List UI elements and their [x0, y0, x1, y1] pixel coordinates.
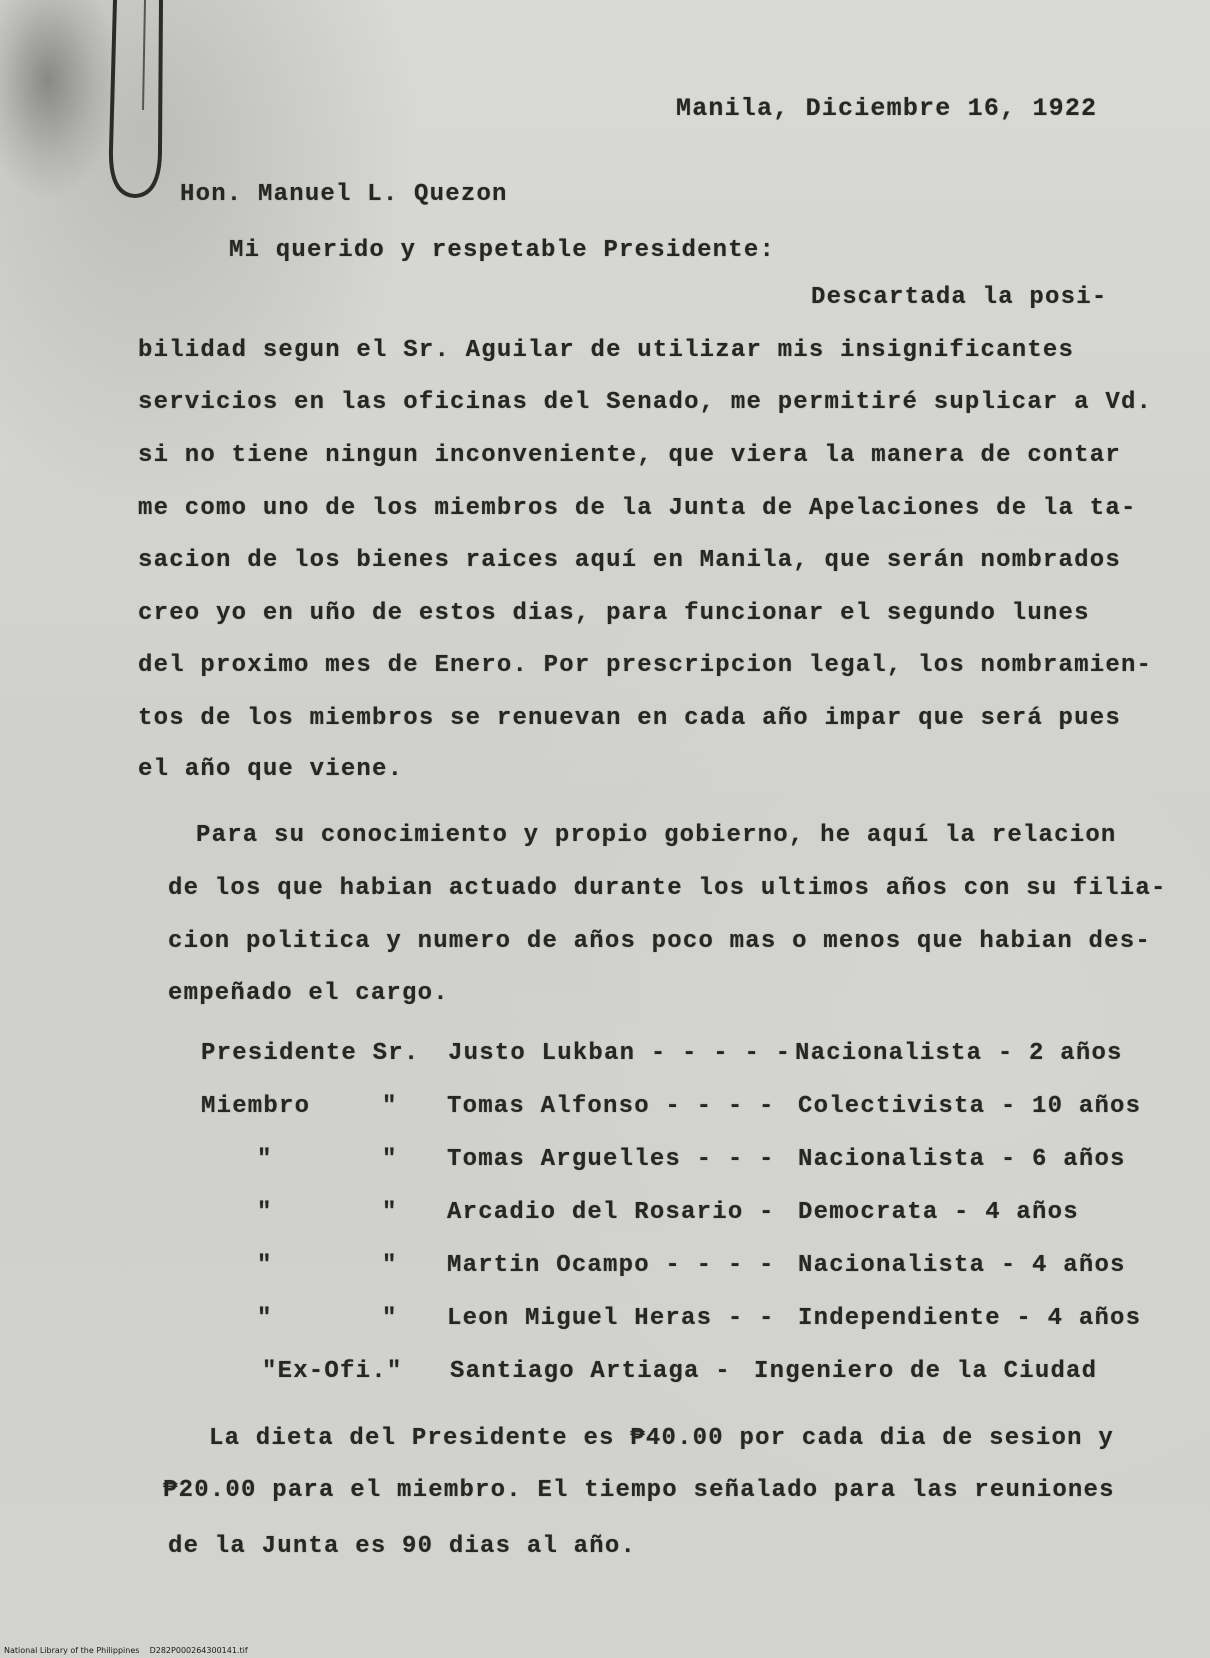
paragraph-line: de la Junta es 90 dias al año.: [168, 1533, 637, 1560]
member-name: Tomas Arguelles - - -: [447, 1146, 775, 1173]
letter-addressee: Hon. Manuel L. Quezon: [180, 181, 508, 208]
letter-dateline: Manila, Diciembre 16, 1922: [676, 94, 1098, 123]
member-detail: Democrata - 4 años: [798, 1199, 1079, 1226]
member-role: "Ex-Ofi.": [262, 1358, 403, 1385]
member-ditto: ": [382, 1093, 398, 1120]
member-detail: Nacionalista - 2 años: [795, 1040, 1123, 1067]
paragraph-line: creo yo en uño de estos dias, para funcionar el segundo lunes: [138, 600, 1090, 627]
member-ditto: ": [382, 1305, 398, 1332]
paragraph-line: La dieta del Presidente es ₱40.00 por cada dia de sesion y: [209, 1425, 1114, 1452]
member-role: Presidente Sr.: [201, 1040, 420, 1067]
paragraph-line: ₱20.00 para el miembro. El tiempo señalado para las reuniones: [163, 1477, 1115, 1504]
paragraph-line: cion politica y numero de años poco mas o menos que habian des-: [168, 928, 1151, 955]
member-name: Leon Miguel Heras - -: [447, 1305, 775, 1332]
paragraph-line: sacion de los bienes raices aquí en Manila, que serán nombrados: [138, 547, 1121, 574]
member-name: Martin Ocampo - - - -: [447, 1252, 775, 1279]
member-detail: Nacionalista - 6 años: [798, 1146, 1126, 1173]
paragraph-line: si no tiene ningun inconveniente, que viera la manera de contar: [138, 442, 1121, 469]
paper-clip-icon: [105, 0, 165, 200]
paragraph-line: Para su conocimiento y propio gobierno, he aquí la relacion: [196, 822, 1117, 849]
member-name: Arcadio del Rosario -: [447, 1199, 775, 1226]
member-role: ": [257, 1199, 273, 1226]
scan-smudge: [0, 0, 120, 200]
member-detail: Colectivista - 10 años: [798, 1093, 1142, 1120]
member-detail: Independiente - 4 años: [798, 1305, 1142, 1332]
member-name: Justo Lukban - - - - -: [448, 1040, 792, 1067]
paragraph-line: bilidad segun el Sr. Aguilar de utilizar mis insignificantes: [138, 337, 1075, 364]
paragraph-line: servicios en las oficinas del Senado, me permitiré suplicar a Vd.: [138, 389, 1153, 416]
member-role: ": [257, 1252, 273, 1279]
paragraph-line: tos de los miembros se renuevan en cada año impar que será pues: [138, 705, 1121, 732]
paragraph-line: me como uno de los miembros de la Junta de Apelaciones de la ta-: [138, 495, 1137, 522]
paragraph-line: de los que habian actuado durante los ultimos años con su filia-: [168, 875, 1167, 902]
member-ditto: ": [382, 1252, 398, 1279]
scan-footer: [4, 1646, 248, 1655]
member-role: Miembro: [201, 1093, 311, 1120]
footer-source: National Library of the Philippines: [4, 1646, 140, 1655]
paragraph-line: empeñado el cargo.: [168, 980, 449, 1007]
member-role: ": [257, 1146, 273, 1173]
member-ditto: ": [382, 1146, 398, 1173]
footer-filename: D282P000264300141.tif: [149, 1646, 248, 1655]
paragraph-line: del proximo mes de Enero. Por prescripcion legal, los nombramien-: [138, 652, 1153, 679]
member-name: Santiago Artiaga -: [450, 1358, 731, 1385]
member-ditto: ": [382, 1199, 398, 1226]
member-role: ": [257, 1305, 273, 1332]
member-name: Tomas Alfonso - - - -: [447, 1093, 775, 1120]
member-detail: Ingeniero de la Ciudad: [754, 1358, 1098, 1385]
paragraph-line: Descartada la posi-: [811, 284, 1108, 311]
paragraph-line: el año que viene.: [138, 756, 404, 783]
letter-salutation: Mi querido y respetable Presidente:: [229, 237, 776, 264]
member-detail: Nacionalista - 4 años: [798, 1252, 1126, 1279]
